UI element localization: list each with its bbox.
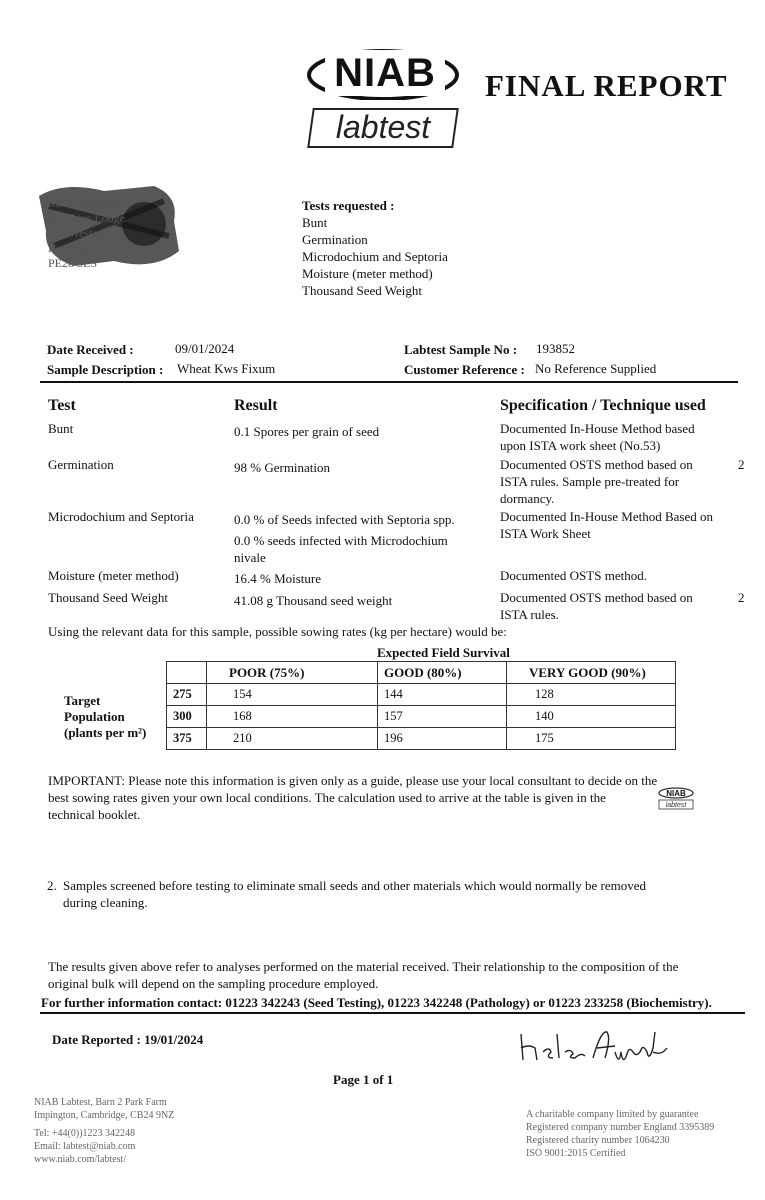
spec-line: ISTA rules. Sample pre-treated for [500, 474, 680, 489]
labtest-mini-logo [654, 786, 698, 810]
footer-legal [526, 1108, 714, 1160]
footer-line: Registered charity number 1064230 [526, 1135, 670, 1146]
spec-line: Documented In-House Method Based on [500, 509, 714, 524]
rate-cell: 140 [507, 706, 676, 728]
signature-image [515, 1022, 675, 1072]
population-cell: 275 [167, 684, 207, 706]
table-header-row [167, 662, 676, 684]
result-spec [500, 456, 693, 507]
important-line: technical booklet. [48, 807, 141, 822]
result-spec: Documented OSTS method. [500, 568, 647, 583]
footer-line: Tel: +44(0))1223 342248 [34, 1128, 136, 1139]
section-divider [40, 381, 738, 383]
result-note-ref: 2 [738, 457, 745, 472]
row-label-line: Target [64, 693, 101, 708]
footnote-text [63, 877, 646, 911]
result-spec [500, 508, 713, 542]
row-label-line: Population [64, 709, 125, 724]
tests-requested-item: Germination [302, 232, 368, 247]
sample-description-value: Wheat Kws Fixum [177, 361, 276, 376]
sample-no-label: Labtest Sample No : [404, 342, 518, 357]
footer-line: Registered company number England 3395389 [526, 1122, 715, 1133]
footnote-line: during cleaning. [63, 895, 148, 910]
disclaimer-line: The results given above refer to analyses performed on the material received. Their relationship to the composition of the [48, 959, 679, 974]
date-reported [52, 1031, 203, 1048]
footer-line: A charitable company limited by guarantee [526, 1109, 699, 1120]
customer-reference-label: Customer Reference : [404, 362, 525, 377]
spec-line: dormancy. [500, 491, 555, 506]
rate-cell: 128 [507, 684, 676, 706]
result-line: nivale [234, 550, 266, 565]
table-row [167, 684, 676, 706]
result-test-name: Germination [48, 457, 114, 472]
disclaimer [48, 958, 678, 992]
logo-sub-text: labtest [335, 109, 431, 145]
rate-cell: 154 [207, 684, 378, 706]
important-line: IMPORTANT: Please note this information is given only as a guide, please use your local consultant to decide on the [48, 773, 658, 788]
population-cell: 300 [167, 706, 207, 728]
column-header: POOR (75%) [207, 662, 378, 684]
column-header: VERY GOOD (90%) [507, 662, 676, 684]
mini-logo-icon [654, 786, 698, 810]
footer-line: Email: labtest@niab.com [34, 1141, 136, 1152]
address-line: Huntingdon [48, 241, 106, 255]
spec-line: upon ISTA work sheet (No.53) [500, 438, 661, 453]
sample-description-label: Sample Description : [47, 362, 164, 377]
result-value: 98 % Germination [234, 460, 331, 475]
rate-cell: 196 [378, 728, 507, 750]
footnote-line: Samples screened before testing to eliminate small seeds and other materials which would normally be removed [63, 878, 647, 893]
rate-cell: 175 [507, 728, 676, 750]
address-line: Old Weston [48, 226, 105, 240]
spec-line: Documented OSTS method based on [500, 457, 693, 472]
footer-divider [40, 1012, 745, 1014]
result-value: 41.08 g Thousand seed weight [234, 593, 393, 608]
important-note [48, 772, 657, 823]
result-spec [500, 589, 693, 623]
svg-text:labtest: labtest [665, 802, 687, 809]
rate-cell: 144 [378, 684, 507, 706]
date-received-label: Date Received : [47, 342, 134, 357]
footer-line: www.niab.com/labtest/ [34, 1154, 127, 1165]
results-header-spec: Specification / Technique used [500, 397, 706, 414]
rate-cell: 210 [207, 728, 378, 750]
target-population-label [64, 693, 146, 741]
result-spec [500, 420, 695, 454]
spec-line: ISTA Work Sheet [500, 526, 591, 541]
tests-requested-item: Microdochium and Septoria [302, 249, 448, 264]
table-row [167, 728, 676, 750]
sowing-rates-table [166, 661, 676, 750]
footer-line: Impington, Cambridge, CB24 9NZ [34, 1110, 175, 1121]
date-reported-value: 19/01/2024 [144, 1032, 204, 1047]
rate-cell: 168 [207, 706, 378, 728]
tests-requested-item: Moisture (meter method) [302, 266, 433, 281]
result-value [234, 511, 455, 566]
sowing-table-title: Expected Field Survival [377, 645, 510, 660]
important-line: best sowing rates given your own local conditions. The calculation used to arrive at the table is given in the [48, 790, 606, 805]
result-line: 0.0 % of Seeds infected with Septoria spp. [234, 512, 455, 527]
rate-cell: 157 [378, 706, 507, 728]
date-received-value: 09/01/2024 [175, 341, 235, 356]
customer-reference-value: No Reference Supplied [535, 361, 657, 376]
footer-line: NIAB Labtest, Barn 2 Park Farm [34, 1097, 167, 1108]
results-header-result: Result [234, 397, 278, 414]
result-value: 16.4 % Moisture [234, 571, 322, 586]
logo-main-text: NIAB [325, 50, 445, 96]
result-test-name: Bunt [48, 421, 74, 436]
result-note-ref: 2 [738, 590, 745, 605]
page-number: Page 1 of 1 [333, 1072, 394, 1087]
svg-text:NIAB: NIAB [666, 789, 686, 798]
signature [515, 1022, 675, 1072]
address-line: PE28 5LS [48, 256, 98, 270]
sowing-intro: Using the relevant data for this sample, possible sowing rates (kg per hectare) would be: [48, 624, 507, 639]
disclaimer-line: original bulk will depend on the sampling procedure employed. [48, 976, 379, 991]
address-line: Mr R Mckenzie [48, 196, 124, 210]
column-header: GOOD (80%) [378, 662, 507, 684]
date-reported-label: Date Reported : [52, 1032, 141, 1047]
address-line: Howkins Lodge [48, 211, 125, 225]
result-value: 0.1 Spores per grain of seed [234, 424, 380, 439]
table-row [167, 706, 676, 728]
contact-info: For further information contact: 01223 342243 (Seed Testing), 01223 342248 (Pathology) or 01223 233258 (Biochemistry). [41, 995, 712, 1010]
result-test-name: Thousand Seed Weight [48, 590, 169, 605]
niab-logo [305, 48, 460, 100]
result-line: 0.0 % seeds infected with Microdochium [234, 533, 448, 548]
table-corner-cell [167, 662, 207, 684]
footer-line: ISO 9001:2015 Certified [526, 1148, 626, 1159]
tests-requested-label: Tests requested : [302, 198, 395, 213]
tests-requested-item: Thousand Seed Weight [302, 283, 423, 298]
customer-address [48, 196, 188, 271]
tests-requested [302, 197, 448, 299]
population-cell: 375 [167, 728, 207, 750]
sample-no-value: 193852 [536, 341, 575, 356]
footnote-number: 2. [47, 878, 57, 893]
footer-address [34, 1096, 174, 1166]
spec-line: ISTA rules. [500, 607, 559, 622]
tests-requested-item: Bunt [302, 215, 328, 230]
report-title: FINAL REPORT [485, 68, 728, 103]
spec-line: Documented In-House Method based [500, 421, 695, 436]
spec-line: Documented OSTS method based on [500, 590, 693, 605]
result-test-name: Microdochium and Septoria [48, 509, 194, 524]
result-test-name: Moisture (meter method) [48, 568, 179, 583]
row-label-line: (plants per m²) [64, 725, 147, 740]
results-header-test: Test [48, 397, 76, 414]
